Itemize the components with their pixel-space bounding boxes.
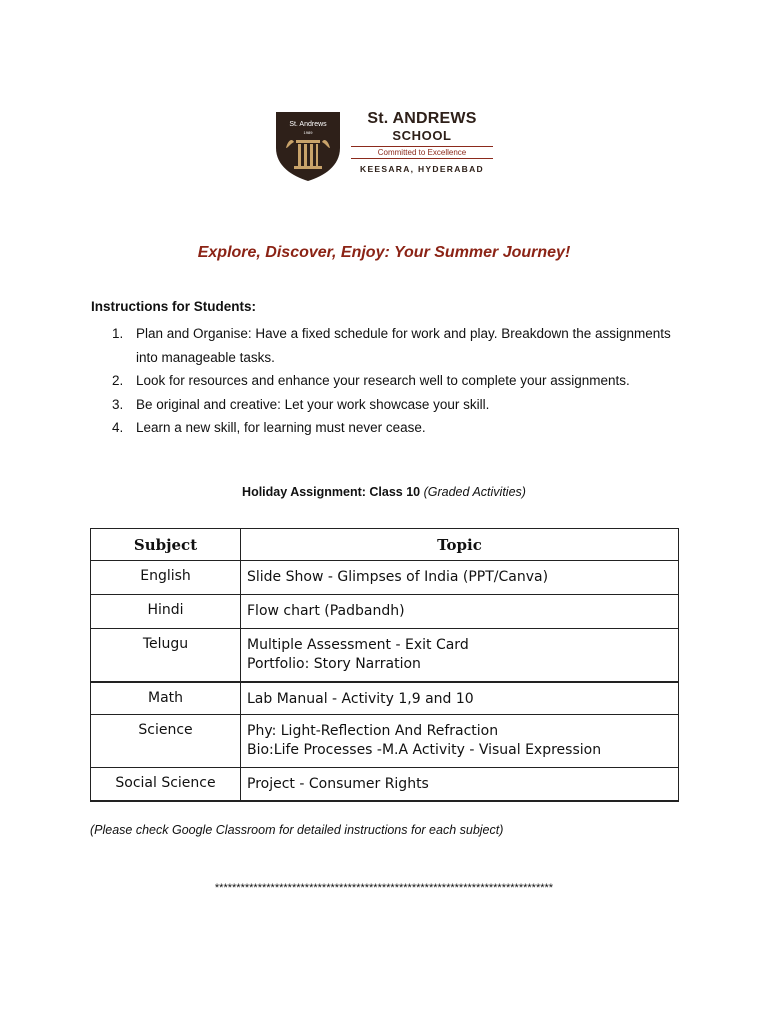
instructions-list	[112, 322, 672, 440]
topic-line: Lab Manual - Activity 1,9 and 10	[247, 691, 474, 707]
subject-cell: Science	[91, 715, 241, 768]
subject-cell: Hindi	[91, 595, 241, 629]
crest-text: St. Andrews	[289, 121, 327, 128]
topic-line: Flow chart (Padbandh)	[247, 603, 405, 619]
item-number: 2.	[112, 373, 124, 388]
school-name: St. ANDREWS	[367, 110, 477, 127]
item-text: Be original and creative: Let your work showcase your skill.	[136, 396, 490, 412]
column-header-subject: Subject	[91, 529, 241, 561]
table-header-row	[91, 529, 679, 561]
separator-line: *******************************************************************************	[214, 882, 554, 894]
column-header-topic: Topic	[241, 529, 679, 561]
footnote: (Please check Google Classroom for detailed instructions for each subject)	[90, 823, 504, 837]
topic-cell	[241, 595, 679, 629]
subject-cell: Telugu	[91, 629, 241, 683]
topic-cell	[241, 715, 679, 768]
school-logo	[274, 110, 496, 182]
topic-line: Bio:Life Processes -M.A Activity - Visual Expression	[247, 742, 602, 758]
item-text: Plan and Organise: Have a fixed schedule for work and play. Breakdown the assignments into manageable tasks.	[136, 326, 671, 365]
topic-line: Slide Show - Glimpses of India (PPT/Canva)	[247, 569, 549, 585]
subject-cell: Math	[91, 682, 241, 715]
list-item	[112, 322, 672, 369]
table-row	[91, 595, 679, 629]
table-row	[91, 561, 679, 595]
table-row	[91, 682, 679, 715]
topic-cell	[241, 629, 679, 683]
logo-divider	[351, 158, 493, 159]
list-item	[112, 416, 672, 440]
assignment-subtitle: (Graded Activities)	[423, 485, 526, 499]
topic-cell	[241, 682, 679, 715]
topic-line: Multiple Assessment - Exit Card	[247, 637, 469, 653]
school-label: SCHOOL	[392, 128, 452, 143]
assignment-table	[90, 528, 679, 802]
page-headline: Explore, Discover, Enjoy: Your Summer Journey!	[197, 244, 571, 261]
item-number: 4.	[112, 420, 124, 435]
item-text: Learn a new skill, for learning must never cease.	[136, 420, 426, 435]
topic-line: Project - Consumer Rights	[247, 776, 429, 792]
topic-line: Portfolio: Story Narration	[247, 656, 421, 672]
table-row	[91, 768, 679, 802]
table-row	[91, 629, 679, 683]
topic-cell	[241, 768, 679, 802]
topic-cell	[241, 561, 679, 595]
assignment-heading: Holiday Assignment: Class 10	[242, 485, 421, 499]
list-item	[112, 393, 672, 417]
crest-year: 1989	[303, 130, 313, 135]
school-tagline: Committed to Excellence	[377, 148, 467, 157]
item-text: Look for resources and enhance your research well to complete your assignments.	[136, 373, 630, 388]
school-crest-icon	[274, 110, 342, 182]
item-number: 1.	[112, 326, 124, 341]
instructions-title: Instructions for Students:	[91, 299, 256, 314]
subject-cell: English	[91, 561, 241, 595]
table-row	[91, 715, 679, 768]
list-item	[112, 369, 672, 393]
subject-cell: Social Science	[91, 768, 241, 802]
school-location: KEESARA, HYDERABAD	[360, 164, 484, 174]
item-number: 3.	[112, 396, 124, 412]
topic-line: Phy: Light-Reflection And Refraction	[247, 723, 499, 739]
assignment-title	[0, 485, 768, 499]
